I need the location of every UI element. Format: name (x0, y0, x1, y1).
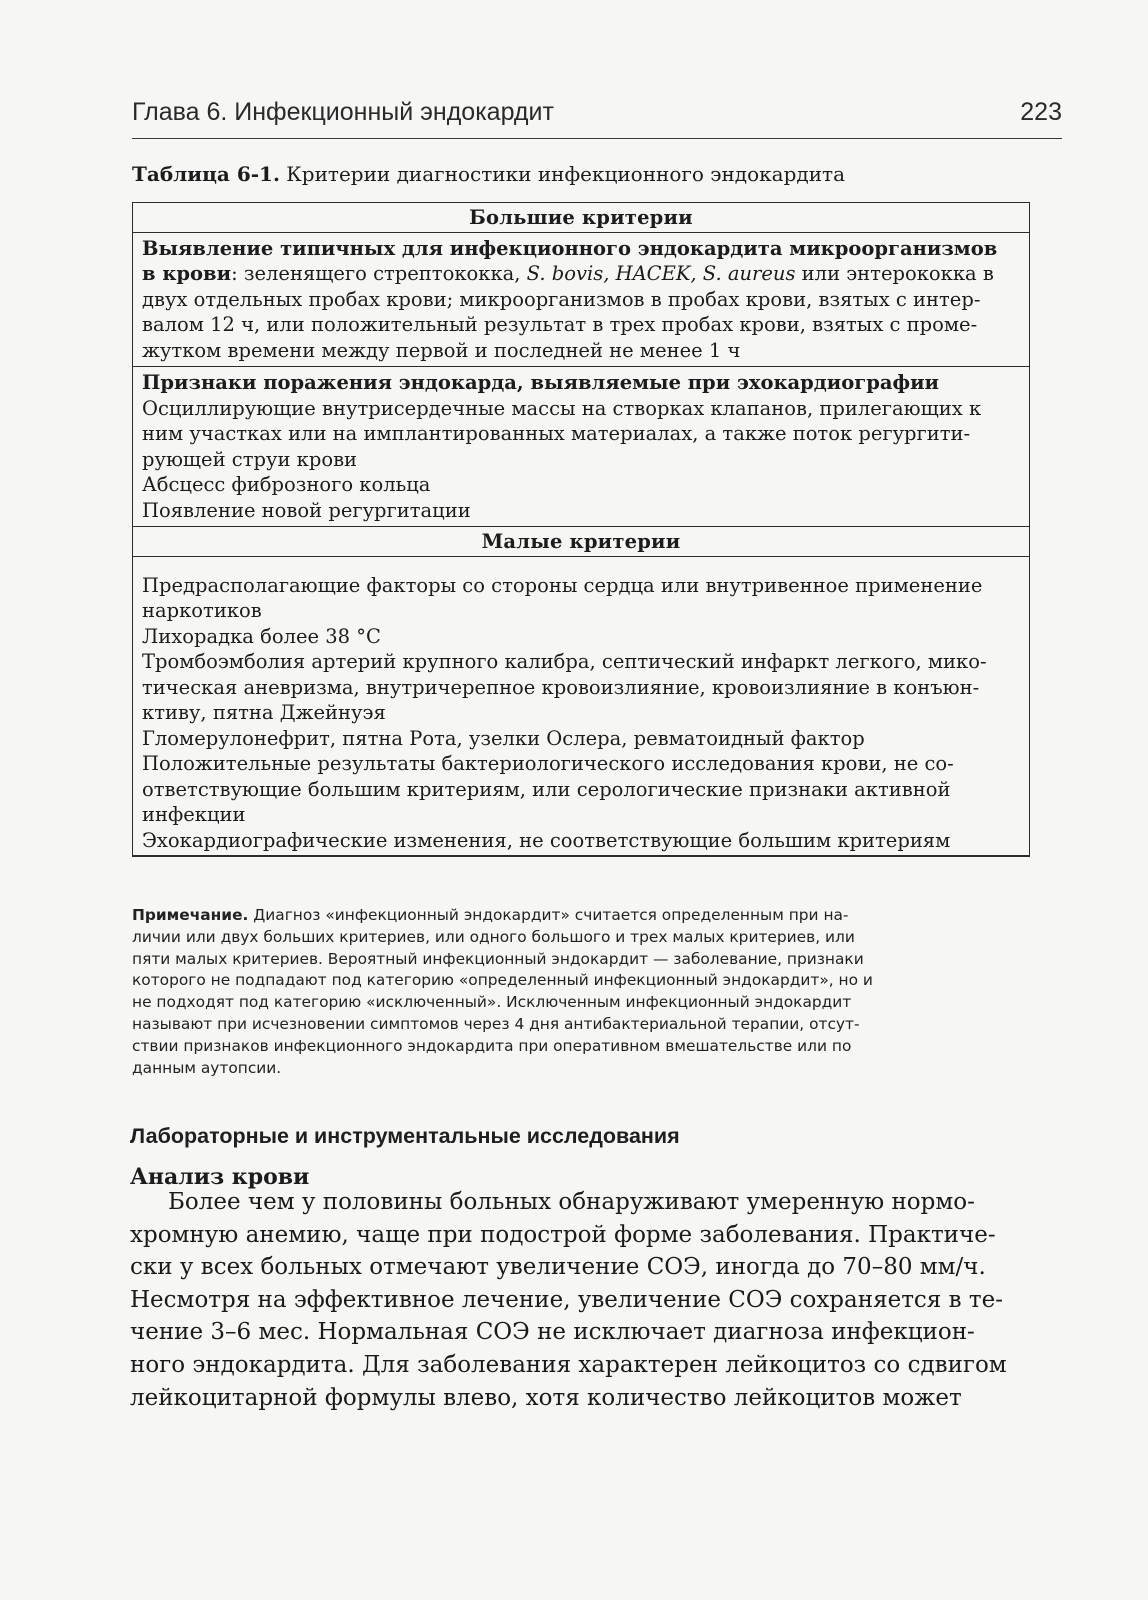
note-line: которого не подпадают под категорию «определенный инфекционный эндокардит», но и (132, 971, 873, 990)
table-note (132, 905, 1032, 1079)
body-line: ски у всех больных отмечают увеличение СОЭ, иногда до 70–80 мм/ч. (130, 1254, 986, 1281)
criterion-line: валом 12 ч, или положительный результат в трех пробах крови, взятых с проме- (142, 313, 978, 336)
page-number: 223 (1020, 98, 1062, 126)
note-label: Примечание. (132, 906, 249, 924)
section-heading: Лабораторные и инструментальные исследования (130, 1124, 680, 1148)
note-text: Диагноз «инфекционный эндокардит» считается определенным при на- (248, 906, 849, 924)
criterion-line: Появление новой регургитации (142, 498, 471, 522)
major-criterion-microorganisms (133, 233, 1029, 368)
criterion-line: Эхокардиографические изменения, не соответствующие большим критериям (142, 828, 951, 852)
criterion-text: : зеленящего стрептококка, (231, 262, 527, 285)
criterion-line: Абсцесс фиброзного кольца (142, 473, 431, 496)
criterion-lead-line: Признаки поражения эндокарда, выявляемые при эхокардиографии (142, 371, 939, 394)
note-line: данным аутопсии. (132, 1058, 282, 1077)
minor-criteria-cell (133, 557, 1029, 856)
note-line: называют при исчезновении симптомов через 4 дня антибактериальной терапии, отсут- (132, 1014, 860, 1033)
note-line (132, 905, 1032, 927)
criterion-line: Положительные результаты бактериологического исследования крови, не со- (142, 752, 954, 775)
organism-names: S. bovis, HACEK, S. aureus (526, 262, 796, 285)
note-line: личии или двух больших критериев, или одного большого и трех малых критериев, или (132, 927, 855, 946)
criterion-line: инфекции (142, 803, 246, 826)
major-criteria-header: Большие критерии (133, 203, 1029, 233)
body-line: лейкоцитарной формулы влево, хотя количество лейкоцитов может (130, 1384, 962, 1411)
criterion-line: ктиву, пятна Джейнуэя (142, 701, 386, 724)
criterion-line: Тромбоэмболия артерий крупного калибра, септический инфаркт легкого, мико- (142, 650, 987, 673)
criterion-line: жутком времени между первой и последней не менее 1 ч (142, 338, 741, 362)
body-line: Более чем у половины больных обнаруживают умеренную нормо- (168, 1189, 975, 1215)
running-head (132, 98, 1062, 127)
body-line: ного эндокардита. Для заболевания характерен лейкоцитоз со сдвигом (130, 1351, 1007, 1378)
criterion-lead-line: Выявление типичных для инфекционного эндокардита микроорганизмов (142, 236, 998, 260)
body-line: хромную анемию, чаще при подострой форме заболевания. Практиче- (130, 1221, 996, 1248)
criterion-line: рующей струи крови (142, 447, 358, 471)
criterion-line: Предрасполагающие факторы со стороны сердца или внутривенное применение (142, 573, 983, 597)
criterion-line: наркотиков (142, 599, 262, 622)
table-caption-label: Таблица 6-1. (132, 162, 280, 186)
minor-criteria-header: Малые критерии (133, 527, 1029, 557)
note-line: ствии признаков инфекционного эндокардита при оперативном вмешательстве или по (132, 1036, 852, 1055)
criterion-text: или энтерококка в (795, 262, 994, 285)
criterion-lead-end: в крови (142, 262, 232, 285)
body-paragraph (130, 1186, 1050, 1414)
criterion-line: двух отдельных пробах крови; микроорганизмов в пробах крови, взятых с интер- (142, 287, 981, 311)
criterion-line: Осциллирующие внутрисердечные массы на створках клапанов, прилегающих к (142, 396, 982, 420)
criterion-line: Лихорадка более 38 °С (142, 624, 381, 648)
body-line: Несмотря на эффективное лечение, увеличение СОЭ сохраняется в те- (130, 1286, 1003, 1313)
table-caption-text: Критерии диагностики инфекционного эндокардита (286, 162, 846, 186)
criterion-line: тическая аневризма, внутричерепное кровоизлияние, кровоизлияние в конъюн- (142, 675, 980, 699)
criteria-table (132, 202, 1030, 857)
note-line: пяти малых критериев. Вероятный инфекционный эндокардит — заболевание, признаки (132, 949, 864, 968)
header-rule (132, 138, 1062, 139)
major-criterion-echocardiography (133, 367, 1029, 527)
criterion-line: ответствующие большим критериям, или серологические признаки активной (142, 777, 951, 801)
body-line: чение 3–6 мес. Нормальная СОЭ не исключает диагноза инфекцион- (130, 1319, 975, 1346)
criterion-line: ним участках или на имплантированных материалах, а также поток регургити- (142, 422, 971, 445)
subsection-heading: Анализ крови (130, 1164, 310, 1190)
table-caption (132, 162, 1032, 186)
criterion-line: Гломерулонефрит, пятна Рота, узелки Ослера, ревматоидный фактор (142, 726, 865, 750)
chapter-title: Глава 6. Инфекционный эндокардит (132, 98, 554, 126)
note-line: не подходят под категорию «исключенный». Исключенным инфекционный эндокардит (132, 993, 852, 1012)
criterion-line (142, 261, 1019, 287)
